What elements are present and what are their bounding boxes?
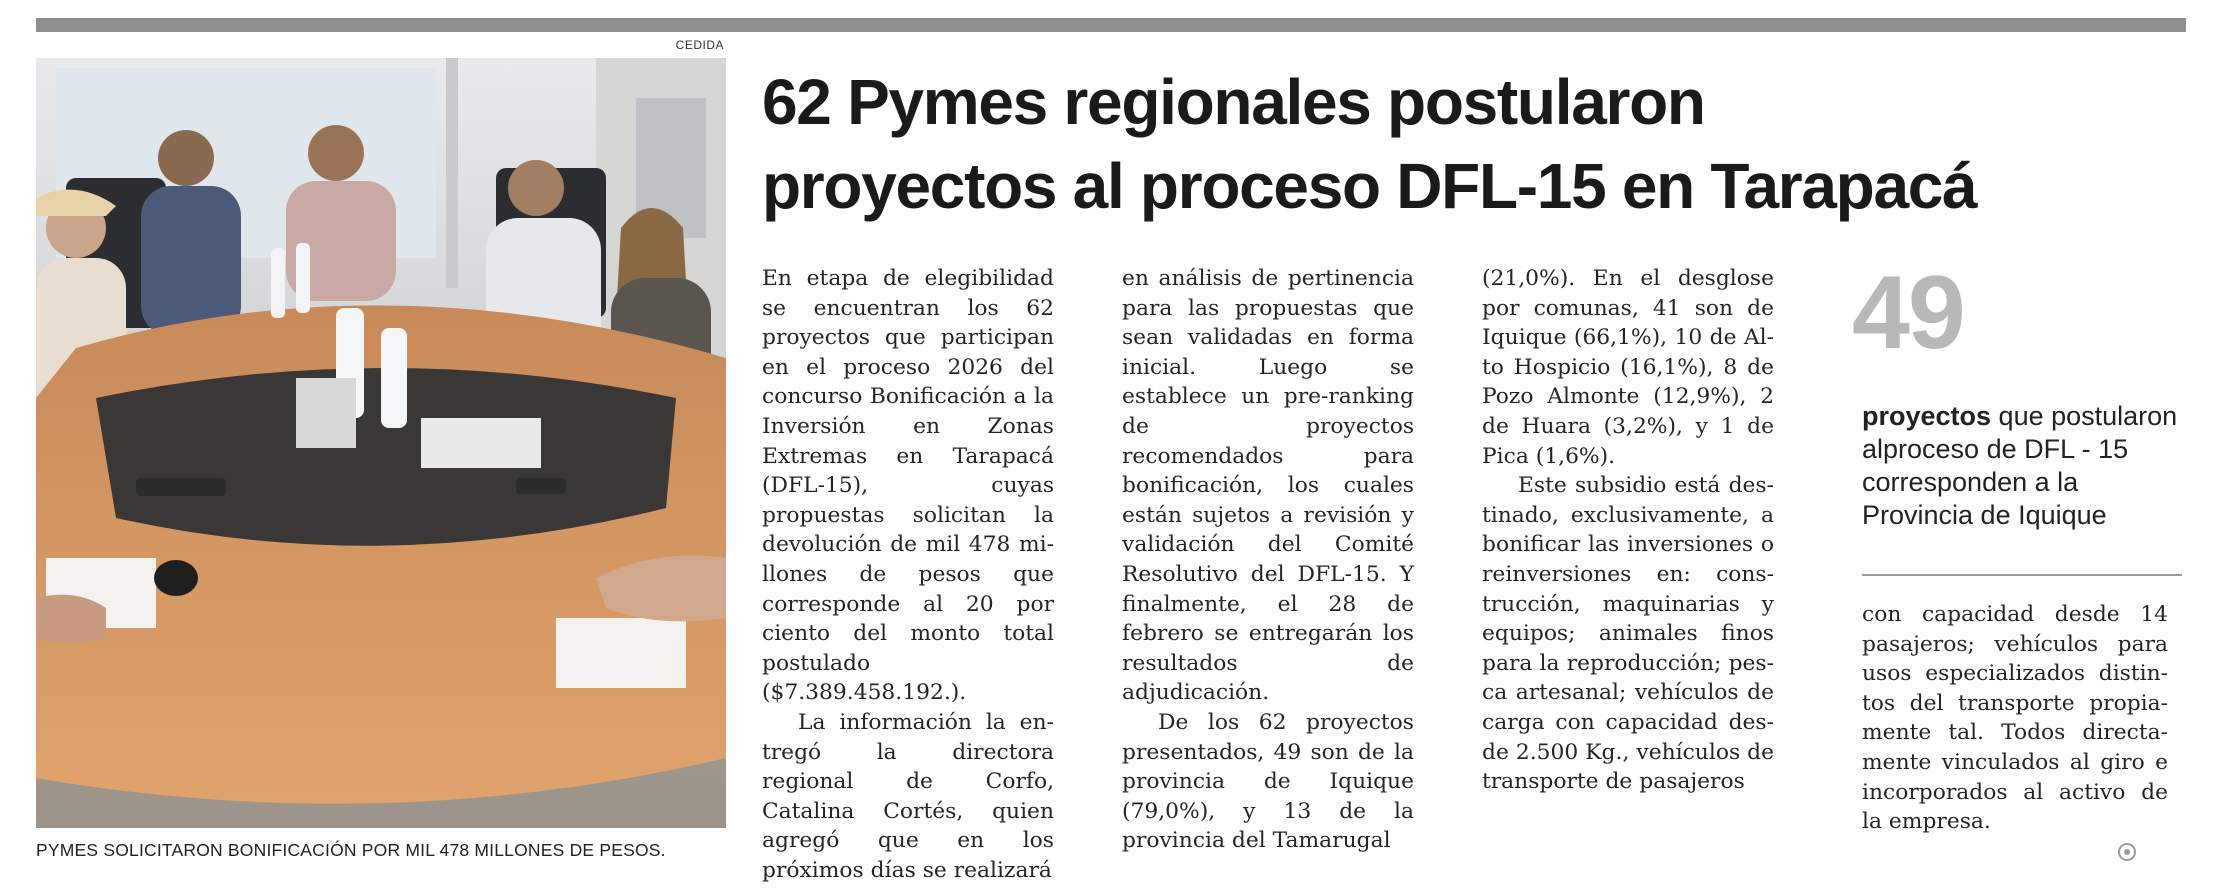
meeting-photo <box>36 58 726 828</box>
stat-number: 49 <box>1852 255 1964 371</box>
paragraph: con capacidad desde 14 pasajeros; vehículos para usos especializados distintos del transporte propiamente tal. Todos directamente vinculados al giro e incorporados al activo de la empresa. <box>1862 602 2168 835</box>
article-column-1 <box>762 264 1054 885</box>
stat-description <box>1862 400 2178 532</box>
headline <box>762 60 2182 228</box>
meeting-photo-illustration <box>36 58 726 828</box>
paragraph: (21,0%). En el desglose por comunas, 41 son de Iquique (66,1%), 10 de Alto Hospicio (16,1%), 8 de Pozo Almonte (12,9%), 2 de Huara (3,2%), y 1 de Pica (1,6%). <box>1482 266 1774 469</box>
article-column-3 <box>1482 264 1774 797</box>
headline-line-1: 62 Pymes regionales postularon <box>762 66 1705 138</box>
paragraph: La información la entregó la directora regional de Corfo, Catalina Cortés, quien agregó que en los próximos días se realizará <box>762 709 1054 883</box>
photo-caption: PYMES SOLICITARON BONIFICACIÓN POR MIL 478 MILLONES DE PESOS. <box>36 840 666 860</box>
stat-rest-text: que postularon alproceso de DFL - 15 corresponden a la Provincia de Iquique <box>1862 401 2178 530</box>
stat-bold-text: proyectos <box>1862 401 1992 431</box>
paragraph: en análisis de pertinencia para las propuestas que sean validadas en forma inicial. Luego se establece un pre-ranking de proyectos recomendados para bonificación, los cuales están sujetos a revisión y validación del Comité Resolutivo del DFL-15. Y finalmente, el 28 de febrero se entregarán los resultados de adjudicación. <box>1122 266 1414 706</box>
paragraph: De los 62 proyectos presentados, 49 son de la provincia de Iquique (79,0%), y 13 de la provincia del Tamarugal <box>1122 709 1414 854</box>
top-rule <box>36 18 2186 32</box>
article-column-4 <box>1862 600 2168 837</box>
stat-divider <box>1862 574 2182 576</box>
paragraph: En etapa de elegibilidad se encuentran los 62 proyectos que participan en el proceso 2026 del concurso Bonificación a la Inversión en Zonas Extremas en Tarapacá (DFL-15), cuyas propuestas solicitan la devolución de mil 478 millones de pesos que corresponde al 20 por ciento del monto total postulado ($7.389.458.192.). <box>762 266 1054 706</box>
article-column-2 <box>1122 264 1414 856</box>
headline-line-2: proyectos al proceso DFL-15 en Tarapacá <box>762 150 1977 222</box>
paragraph: Este subsidio está destinado, exclusivamente, a bonificar las inversiones o reinversiones en: construcción, maquinarias y equipos; animales finos para la reproducción; pesca artesanal; vehículos de carga con capacidad desde 2.500 Kg., vehículos de transporte de pasajeros <box>1482 473 1774 795</box>
photo-credit: CEDIDA <box>675 38 724 52</box>
end-of-article-icon <box>2118 843 2136 861</box>
